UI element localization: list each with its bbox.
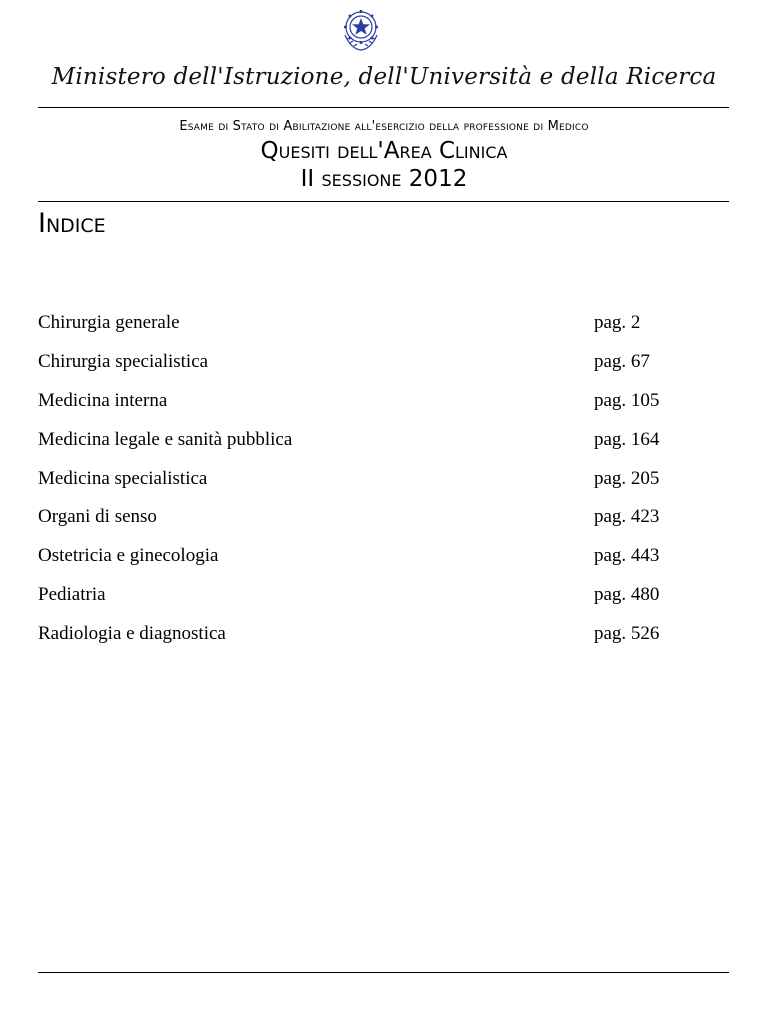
toc-entry-page: pag. 443	[594, 545, 660, 567]
italian-republic-emblem-icon	[337, 5, 385, 53]
toc-entry	[38, 464, 729, 503]
toc-entry	[38, 580, 729, 619]
toc-entry-page: pag. 480	[594, 584, 660, 606]
toc-entry-page: pag. 164	[594, 428, 660, 450]
toc-entry	[38, 502, 729, 541]
document-title: Quesiti dell'Area Clinica	[260, 138, 508, 164]
ministry-name: Ministero dell'Istruzione, dell'Università e della Ricerca	[51, 64, 717, 90]
exam-description: Esame di Stato di Abilitazione all'esercizio della professione di Medico	[179, 119, 589, 134]
toc-entry	[38, 541, 729, 580]
toc-entry-title: Medicina specialistica	[38, 467, 208, 489]
toc-entry	[38, 619, 729, 658]
toc-entry-title: Chirurgia specialistica	[38, 350, 209, 372]
toc-entry-title: Organi di senso	[38, 506, 157, 528]
toc-entry-title: Medicina legale e sanità pubblica	[38, 428, 293, 450]
toc-entry-page: pag. 205	[594, 467, 660, 489]
header-divider	[38, 107, 729, 108]
toc-entry-title: Medicina interna	[38, 389, 168, 411]
footer-divider	[38, 972, 729, 973]
title-divider	[38, 201, 729, 202]
toc-entry	[38, 386, 729, 425]
toc-entry-page: pag. 423	[594, 506, 660, 528]
toc-entry	[38, 347, 729, 386]
toc-entry-page: pag. 105	[594, 389, 660, 411]
toc-entry	[38, 425, 729, 464]
document-session: II sessione 2012	[300, 166, 468, 192]
toc-entry-page: pag. 526	[594, 623, 660, 645]
toc-entry-page: pag. 67	[594, 350, 650, 372]
index-heading: Indice	[38, 208, 106, 239]
toc-entry-title: Pediatria	[38, 584, 106, 606]
toc-entry-title: Chirurgia generale	[38, 312, 180, 333]
table-of-contents	[38, 308, 729, 658]
toc-entry	[38, 308, 729, 347]
toc-entry-page: pag. 2	[594, 312, 641, 333]
toc-entry-title: Ostetricia e ginecologia	[38, 545, 219, 567]
toc-entry-title: Radiologia e diagnostica	[38, 623, 226, 645]
